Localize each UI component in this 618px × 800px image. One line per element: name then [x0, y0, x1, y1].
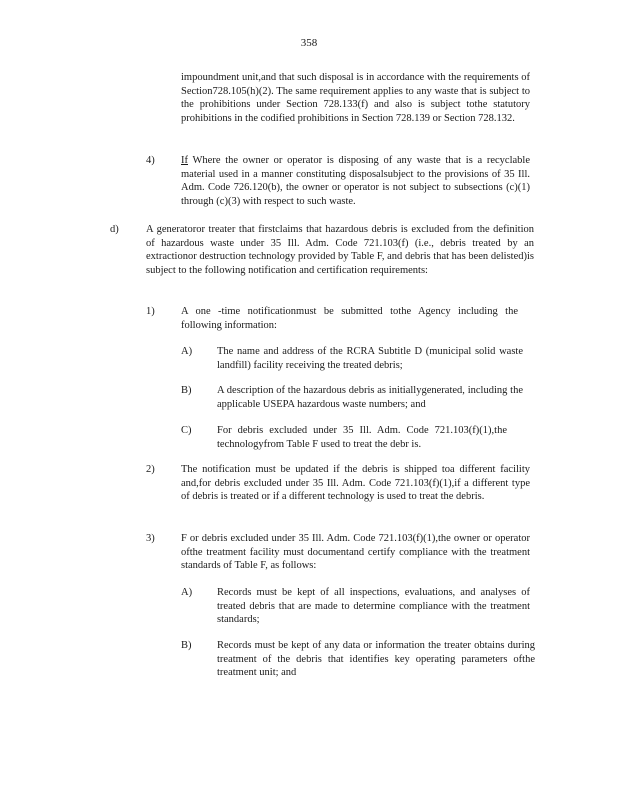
item-d1-text: A one -time notificationmust be submitted tothe Agency including the following information: [181, 306, 518, 331]
item-d1-B-label: B) [181, 385, 192, 396]
continuation-paragraph: impoundment unit,and that such disposal is in accordance with the requirements of Section728.105(h)(2). The same requirement applies to any waste that is subject to the prohibitions under Section 728.133(f) and also is subject tothe statutory prohibitions in the codified prohibitions in Section 728.139 or Section 728.132. [181, 72, 530, 124]
item-4-struck-word: If [181, 155, 188, 166]
item-d1-C-label: C) [181, 425, 192, 436]
item-d2-label: 2) [146, 464, 155, 475]
item-4-label: 4) [146, 155, 155, 166]
item-d3-text: F or debris excluded under 35 Ill. Adm. Code 721.103(f)(1),the owner or operator ofthe treatment facility must documentand certify compliance with the treatment standards of Table F, as follows: [181, 533, 530, 572]
item-d1-A-label: A) [181, 346, 193, 357]
item-4-body: Where the owner or operator is disposing of any waste that is a recyclable material used in a manner constituting disposalsubject to the provisions of 35 Ill. Adm. Code 726.120(b), the owner or operator is not subject to subsections (c)(1) through (c)(3) with respect to such waste. [181, 155, 530, 207]
item-4-text [181, 154, 530, 208]
item-d1-B-text: A description of the hazardous debris as initiallygenerated, including the applicable USEPA hazardous waste numbers; and [217, 385, 523, 410]
item-d3-B-text: Records must be kept of any data or information the treater obtains during treatment of the debris that identifies key operating parameters ofthe treatment unit; and [217, 640, 535, 679]
item-d1-C-text: For debris excluded under 35 Ill. Adm. Code 721.103(f)(1),the technologyfrom Table F used to treat the debr is. [217, 425, 507, 450]
item-d3-A-text: Records must be kept of all inspections, evaluations, and analyses of treated debris that are made to determine compliance with the treatment standards; [217, 587, 530, 626]
section-d-text: A generatoror treater that firstclaims that hazardous debris is excluded from the definition of hazardous waste under 35 Ill. Adm. Code 721.103(f) (i.e., debris treated by an extractionor destruction technology provided by Table F, and debris that has been delisted)is subject to the following notification and certification requirements: [146, 224, 534, 276]
item-d3-label: 3) [146, 533, 155, 544]
item-d2-text: The notification must be updated if the debris is shipped toa different facility and,for debris excluded under 35 Ill. Adm. Code 721.103(f)(1),if a different type of debris is treated or if a different technology is used to treat the debris. [181, 464, 530, 503]
section-d-label: d) [110, 224, 119, 235]
item-d1-A-text: The name and address of the RCRA Subtitle D (municipal solid waste landfill) facility receiving the treated debris; [217, 346, 523, 371]
item-d1-label: 1) [146, 306, 155, 317]
page-number: 358 [300, 37, 318, 49]
item-d3-A-label: A) [181, 587, 193, 598]
item-d3-B-label: B) [181, 640, 192, 651]
